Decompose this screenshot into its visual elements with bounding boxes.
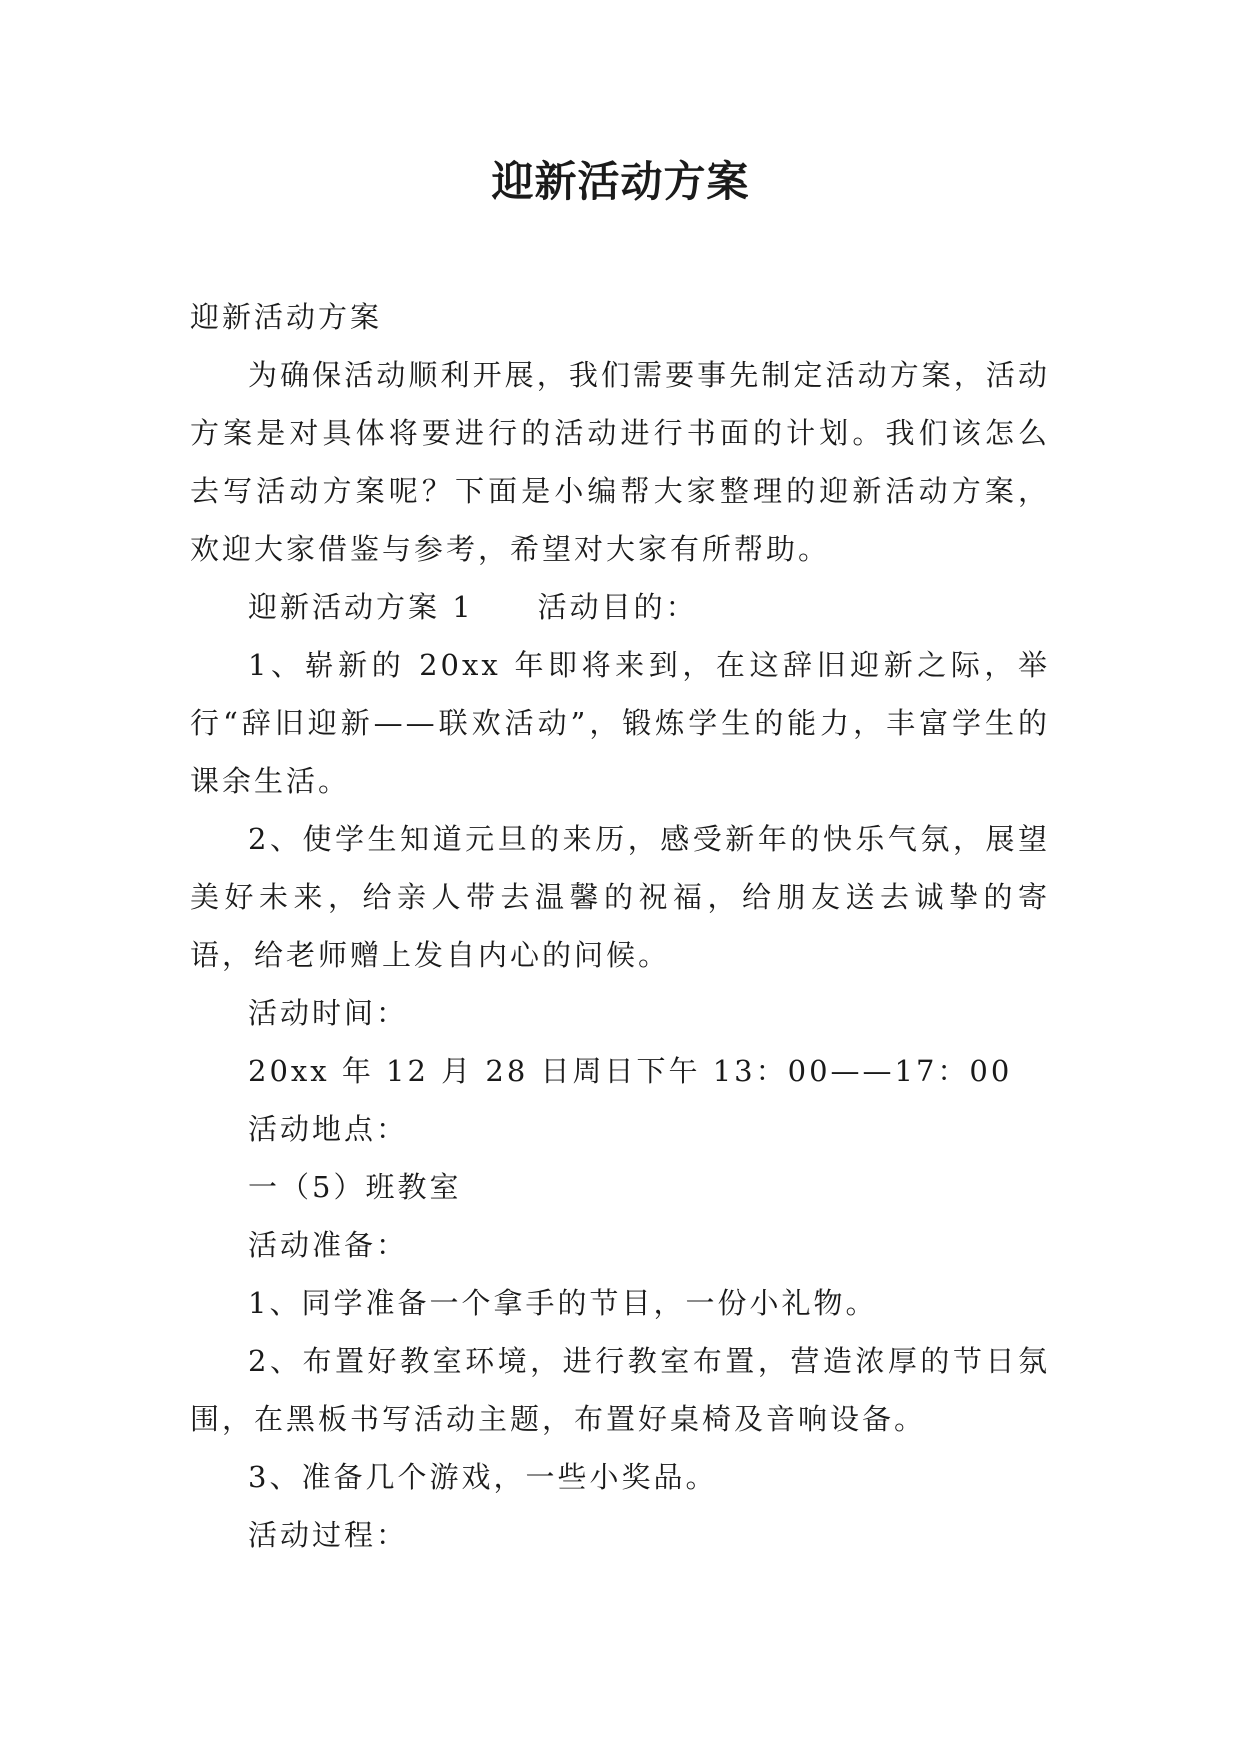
preparation-item-2: 2、布置好教室环境，进行教室布置，营造浓厚的节日氛围，在黑板书写活动主题，布置好桌椅及音响设备。 <box>190 1344 1050 1436</box>
process-heading: 活动过程： <box>248 1518 409 1552</box>
location-value: 一（5）班教室 <box>248 1170 462 1204</box>
preparation-item-1: 1、同学准备一个拿手的节目，一份小礼物。 <box>248 1286 878 1320</box>
section-heading-plan-1: 迎新活动方案 1 活动目的： <box>248 590 698 624</box>
preparation-item-3: 3、准备几个游戏，一些小奖品。 <box>248 1460 718 1494</box>
preparation-heading: 活动准备： <box>248 1228 409 1262</box>
location-heading: 活动地点： <box>248 1112 409 1146</box>
goal-item-1: 1、崭新的 20xx 年即将来到，在这辞旧迎新之际，举行“辞旧迎新——联欢活动”，锻炼学生的能力，丰富学生的课余生活。 <box>190 648 1050 798</box>
intro-paragraph: 为确保活动顺利开展，我们需要事先制定活动方案，活动方案是对具体将要进行的活动进行书面的计划。我们该怎么去写活动方案呢？下面是小编帮大家整理的迎新活动方案，欢迎大家借鉴与参考，希望对大家有所帮助。 <box>190 358 1050 566</box>
document-body <box>190 288 1050 1564</box>
document-title: 迎新活动方案 <box>491 157 750 206</box>
document-subtitle: 迎新活动方案 <box>190 300 383 334</box>
time-value: 20xx 年 12 月 28 日周日下午 13：00——17：00 <box>248 1054 1013 1088</box>
goal-item-2: 2、使学生知道元旦的来历，感受新年的快乐气氛，展望美好未来，给亲人带去温馨的祝福，给朋友送去诚挚的寄语，给老师赠上发自内心的问候。 <box>190 822 1050 972</box>
time-heading: 活动时间： <box>248 996 409 1030</box>
